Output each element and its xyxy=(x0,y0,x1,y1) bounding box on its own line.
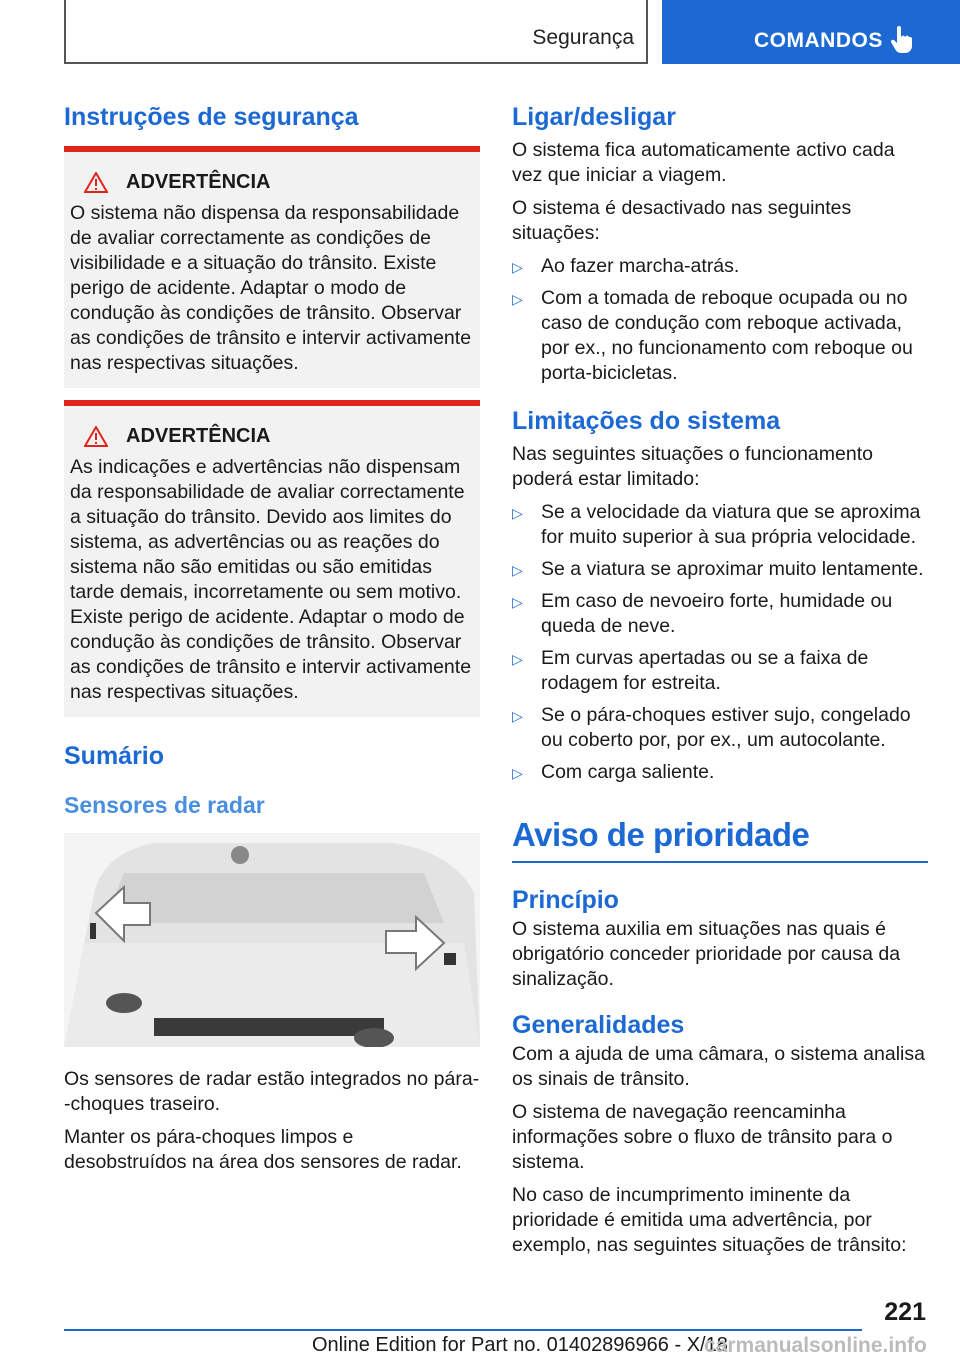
footer-edition: Online Edition for Part no. 01402896966 - X/18 xyxy=(312,1334,728,1356)
footer-watermark-logo: carmanualsonline.info xyxy=(704,1334,927,1357)
warning-text-2: As indicações e advertências não dispensam da responsabilidade de avaliar correctamente a situação do trânsito. Devido aos limites do sistema, as advertências ou as reações do sistema não são emitidas ou são emitidas tarde demais, incorretamente ou sem motivo. Existe perigo de acidente. Adaptar o modo de condução às condições de trânsito. Observar as condições de trânsito e intervir activamente nas respectivas situações. xyxy=(70,456,472,703)
warning-label: ADVERTÊNCIA xyxy=(126,171,271,193)
radar-paragraph-1: Os sensores de radar estão integrados no pára--choques traseiro. xyxy=(64,1068,480,1115)
general-paragraph-2: O sistema de navegação reencaminha informações sobre o fluxo de trânsito para o sistema. xyxy=(512,1101,893,1173)
safety-title: Instruções de segurança xyxy=(64,103,359,131)
footer-rule xyxy=(64,1329,862,1331)
header-section-label: Segurança xyxy=(532,26,634,49)
header-tab-comandos[interactable] xyxy=(662,0,960,64)
onoff-paragraph-2: O sistema é desactivado nas seguintes situações: xyxy=(512,197,852,244)
onoff-list xyxy=(512,254,928,386)
warning-box-1 xyxy=(64,146,480,388)
hand-pointer-icon xyxy=(890,26,912,54)
list-item: ▷ Se a viatura se aproximar muito lentamente. xyxy=(512,558,924,580)
general-paragraph-1: Com a ajuda de uma câmara, o sistema analisa os sinais de trânsito. xyxy=(512,1043,925,1090)
warning-box-2 xyxy=(64,400,480,717)
header-tab-label: COMANDOS xyxy=(754,29,883,52)
general-paragraph-3: No caso de incumprimento iminente da prioridade é emitida uma advertência, por exemplo, nas seguintes situações de trânsito: xyxy=(512,1184,907,1256)
list-item: ▷ Se a velocidade da viatura que se aproxima for muito superior à sua própria velocidade. xyxy=(512,501,921,548)
list-item: ▷ Com carga saliente. xyxy=(512,761,715,783)
warning-label: ADVERTÊNCIA xyxy=(126,425,271,447)
rear-bumper-illustration xyxy=(64,833,480,1047)
principle-title: Princípio xyxy=(512,886,619,914)
list-item: ▷ Com a tomada de reboque ocupada ou no caso de condução com reboque activada, por ex., no funcionamento com reboque ou porta-bicicletas. xyxy=(512,287,913,384)
list-item: ▷ Ao fazer marcha-atrás. xyxy=(512,255,740,277)
list-item: ▷ Se o pára-choques estiver sujo, congelado ou coberto por, por ex., um autocolante. xyxy=(512,704,911,751)
onoff-title: Ligar/desligar xyxy=(512,103,676,131)
list-item: ▷ Em curvas apertadas ou se a faixa de rodagem for estreita. xyxy=(512,647,869,694)
radar-sensors-title: Sensores de radar xyxy=(64,792,265,818)
radar-paragraph-2: Manter os pára-choques limpos e desobstruídos na área dos sensores de radar. xyxy=(64,1126,462,1173)
page-number: 221 xyxy=(884,1298,926,1326)
warning-triangle-icon xyxy=(84,172,108,193)
warning-triangle-icon xyxy=(84,426,108,447)
list-item: ▷ Em caso de nevoeiro forte, humidade ou queda de neve. xyxy=(512,590,893,637)
header-section-box xyxy=(64,0,648,64)
right-column xyxy=(512,100,928,1266)
general-title: Generalidades xyxy=(512,1011,685,1039)
limits-list xyxy=(512,500,928,785)
left-column xyxy=(64,100,480,1183)
principle-paragraph: O sistema auxilia em situações nas quais é obrigatório conceder prioridade por causa da sinalização. xyxy=(512,918,901,990)
limits-title: Limitações do sistema xyxy=(512,407,781,435)
priority-title: Aviso de prioridade xyxy=(512,816,810,853)
summary-title: Sumário xyxy=(64,742,165,770)
onoff-paragraph-1: O sistema fica automaticamente activo cada vez que iniciar a viagem. xyxy=(512,139,895,186)
warning-text-1: O sistema não dispensa da responsabilidade de avaliar correctamente as condições de visibilidade e a situação do trânsito. Existe perigo de acidente. Adaptar o modo de condução às condições de trânsito. Observar as condições de trânsito e intervir activamente nas respectivas situações. xyxy=(70,202,472,374)
limits-paragraph: Nas seguintes situações o funcionamento poderá estar limitado: xyxy=(512,443,873,490)
